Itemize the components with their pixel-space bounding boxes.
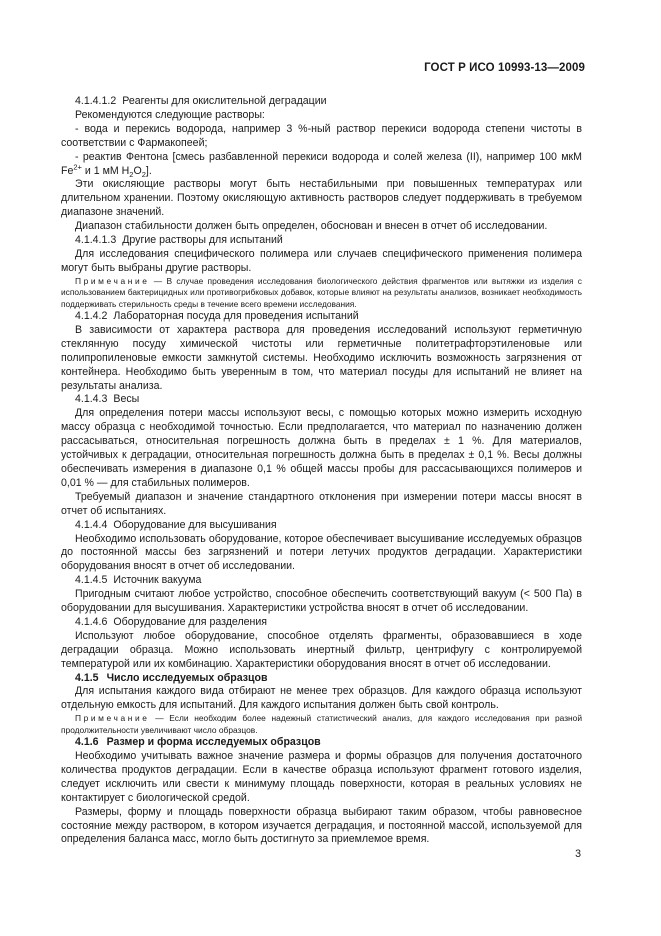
section-title: Весы — [113, 393, 140, 406]
section-number: 4.1.4.6 — [75, 615, 108, 628]
section-4-1-4-1-3-heading — [61, 234, 582, 248]
section-number: 4.1.5 — [75, 671, 99, 684]
paragraph: Требуемый диапазон и значение стандартного отклонения при измерении потери массы вносят в отчет об испытаниях. — [61, 490, 582, 517]
section-title: Оборудование для разделения — [113, 615, 268, 628]
paragraph: В зависимости от характера раствора для проведения исследований используют герметичную стеклянную посуду химической чистоты или герметичные политетрафторэтиленовые или полипропиленовые емкости замкнутой системы. Необходимо исключить возможность загрязнения от контейнера. Необходимо быть уверенным в том, что материал посуды для испытаний не влияет на результаты анализа. — [61, 323, 582, 392]
section-number: 4.1.4.2 — [75, 310, 108, 322]
section-title: Лабораторная посуда для проведения испытаний — [113, 310, 359, 322]
section-4-1-4-4-heading — [61, 519, 582, 533]
section-4-1-6-heading — [61, 736, 582, 750]
section-title: Реагенты для окислительной деградации — [122, 95, 327, 107]
document-body — [61, 95, 582, 847]
document-header: ГОСТ Р ИСО 10993-13—2009 — [424, 62, 585, 74]
section-number: 4.1.4.1.3 — [75, 234, 117, 247]
paragraph: Для исследования специфического полимера или случаев специфического применения полимера могут быть выбраны другие растворы. — [61, 247, 582, 274]
section-number: 4.1.4.3 — [75, 393, 108, 406]
note-label: Примечание — [75, 275, 150, 286]
note-label: Примечание — [75, 713, 150, 724]
list-item: - реактив Фентона [смесь разбавленной перекиси водорода и солей железа (II), например 100 мкМ $Fe^{2+}$ и 1 мМ $H_2O_2$]. — [61, 150, 582, 179]
section-title: Число исследуемых образцов — [106, 671, 268, 684]
paragraph: Рекомендуются следующие растворы: — [75, 108, 265, 121]
section-number: 4.1.4.5 — [75, 574, 108, 587]
note: Примечание — В случае проведения исследования биологического действия фрагментов или вытяжки из изделия с использованием бактерицидных или противогрибковых добавок, которые влияют на результаты анализов, возникает необходимость поддерживать стерильность среды в течение всего времени исследования. — [61, 275, 582, 309]
page-number: 3 — [575, 848, 581, 860]
section-number: 4.1.4.1.2 — [75, 95, 117, 107]
paragraph: Для испытания каждого вида отбирают не менее трех образцов. Для каждого образца используют отдельную емкость для испытаний. Для каждого испытания должен быть свой контроль. — [61, 685, 582, 712]
section-title: Источник вакуума — [113, 574, 202, 587]
section-number: 4.1.4.4 — [75, 518, 108, 531]
section-title: Другие растворы для испытаний — [122, 234, 283, 247]
section-4-1-4-1-2-heading — [61, 95, 582, 109]
section-4-1-4-6-heading — [61, 616, 582, 630]
paragraph: Необходимо учитывать важное значение размера и формы образцов для получения достаточного количества продуктов деградации. Если в качестве образца используют фрагмент готового изделия, следует исключить или свести к минимуму площадь поверхности, которая в реальных условиях не контактирует с биологической средой. — [61, 750, 582, 804]
paragraph: Диапазон стабильности должен быть определен, обоснован и внесен в отчет об исследовании. — [75, 220, 548, 233]
section-title: Размер и форма исследуемых образцов — [106, 736, 321, 749]
paragraph: Для определения потери массы используют весы, с помощью которых можно измерить исходную массу образца с необходимой точностью. Если предполагается, что материал по назначению должен рассасываться, относительная погрешность должна быть в пределах ± 1 %. Для материалов, устойчивых к деградации, относительная погрешность должна быть в пределах ± 0,1 %. Весы должны обеспечивать измерения в диапазоне 0,1 % общей массы пробы для рассасывающихся полимеров и 0,01 % — для стабильных полимеров. — [61, 407, 582, 489]
paragraph: Эти окисляющие растворы могут быть нестабильными при повышенных температурах или длительном хранении. Поэтому окисляющую активность растворов следует поддерживать в требуемом диапазоне значений. — [61, 178, 582, 219]
paragraph: Размеры, форму и площадь поверхности образца выбирают таким образом, чтобы равновесное состояние между раствором, в котором изучается деградация, и постоянной массой, используемой для определения баланса масс, могло быть достигнуто за приемлемое время. — [61, 805, 582, 846]
section-4-1-4-3-heading — [61, 393, 582, 407]
list-item: - вода и перекись водорода, например 3 %-ный раствор перекиси водорода степени чистоты в соответствии с Фармакопеей; — [61, 122, 582, 149]
section-title: Оборудование для высушивания — [113, 518, 277, 531]
paragraph: Пригодным считают любое устройство, способное обеспечить соответствующий вакуум (< 500 Па) в оборудовании для высушивания. Характеристики устройства вносят в отчет об исследовании. — [61, 588, 582, 615]
section-number: 4.1.6 — [75, 736, 99, 749]
section-4-1-4-2-heading — [61, 310, 582, 324]
section-4-1-5-heading — [61, 672, 582, 686]
paragraph: Используют любое оборудование, способное отделять фрагменты, образовавшиеся в ходе деградации образца. Можно использовать инертный фильтр, центрифугу с контролируемой температурой или их комбинацию. Характеристики оборудования вносят в отчет об исследовании. — [61, 629, 582, 670]
paragraph: Необходимо использовать оборудование, которое обеспечивает высушивание исследуемых образцов до постоянной массы без загрязнений и потери летучих продуктов деградации. Характеристики оборудования вносят в отчет об исследовании. — [61, 532, 582, 573]
note: Примечание — Если необходим более надежный статистический анализ, для каждого исследования при разной продолжительности увеличивают число образцов. — [61, 713, 582, 735]
section-4-1-4-5-heading — [61, 574, 582, 588]
